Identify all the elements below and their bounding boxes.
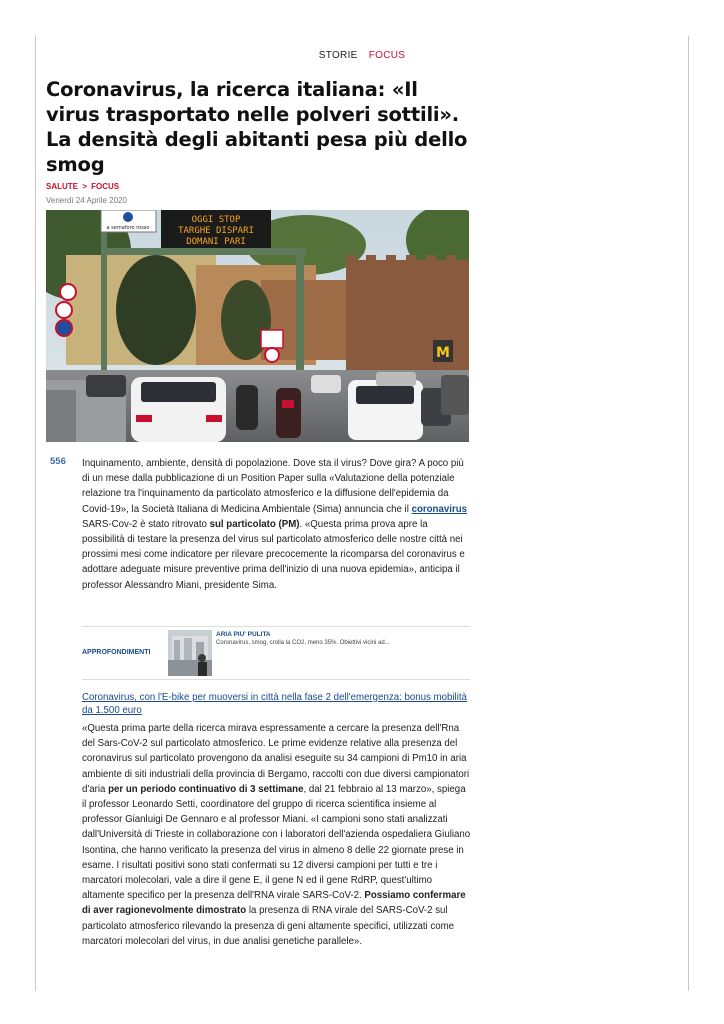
coronavirus-link[interactable]: coronavirus <box>411 503 468 515</box>
approfondimenti-text[interactable]: Coronavirus, smog, crolla la CO2, meno 35%. Obiettivi vicini ad... <box>216 640 390 646</box>
article-date: Venerdì 24 Aprile 2020 <box>46 196 127 205</box>
nav-storie-link[interactable]: STORIE <box>318 50 358 61</box>
approfondimenti-title[interactable]: ARIA PIU' PULITA <box>216 631 271 638</box>
left-border-line <box>35 36 36 991</box>
related-article-link[interactable]: Coronavirus, con l'E-bike per muoversi in città nella fase 2 dell'emergenza: bonus mobilità da 1.500 euro <box>82 692 467 716</box>
article-title: Coronavirus, la ricerca italiana: «Il virus trasportato nelle polveri sottili». La densità degli abitanti pesa più dello smog <box>46 78 468 176</box>
svg-text:M: M <box>436 345 450 361</box>
breadcrumb-section[interactable]: SALUTE <box>46 182 78 191</box>
sign-line-2: TARGHE DISPARI <box>178 226 254 236</box>
article-photo <box>46 210 469 442</box>
approfondimenti-thumbnail[interactable] <box>168 630 212 676</box>
breadcrumb-separator: > <box>82 182 87 191</box>
paragraph-2: «Questa prima parte della ricerca mirava espressamente a cercare la presenza dell'Rna del Sars-CoV-2 sul particolato atmosferico. Le prime evidenze relative alla presenza del coronavirus sul particolato provengono da analisi eseguite su 34 campioni di Pm10 in aria ambiente di siti industriali della provincia di Bergamo, raccolti con due diversi campionatori d'aria per un periodo continuativo di 3 settimane, dal 21 febbraio al 13 marzo», spiega il professor Leonardo Setti, coordinatore del gruppo di ricerca scientifica insieme al professor Gianluigi De Gennaro e al professor Miani. «I campioni sono stati analizzati dall'Università di Trieste in collaborazione con i laboratori dell'azienda ospedaliera Giuliano Isontina, che hanno verificato la presenza del virus in almeno 8 delle 22 giornate prese in esame. I risultati positivi sono stati confermati su 12 diversi campioni per tutti e tre i marcatori molecolari, vale a dire il gene E, il gene N ed il gene RdRP, quest'ultimo altamente specifico per la presenza dell'RNA virale SARS-CoV-2. Possiamo confermare di aver ragionevolmente dimostrato la presenza di RNA virale del SARS-CoV-2 sul particolato atmosferico rilevando la presenza di geni altamente specifici, utilizzati come marcatori molecolari del virus, in due analisi genetiche parallele». <box>82 723 471 947</box>
small-road-sign: a semaforo rosso <box>106 225 150 231</box>
paragraph-1: Inquinamento, ambiente, densità di popolazione. Dove sta il virus? Dove gira? A poco più di un mese dalla pubblicazione di un Position Paper sulla «Valutazione della potenziale relazione tra l'inquinamento da particolato atmosferico e la diffusione dell'epidemia da Covid-19», la Società Italiana di Medicina Ambientale (Sima) annuncia che il coronavirus SARS-Cov-2 è stato ritrovato sul particolato (PM). «Questa prima prova apre la possibilità di testare la presenza del virus sul particolato atmosferico delle nostre città nei prossimi mesi come indicatore per rilevare precocemente la ricomparsa del coronavirus e adottare adeguate misure preventive prima dell'inizio di una nuova epidemia», anticipa il professor Alessandro Miani, presidente Sima. <box>82 458 468 591</box>
right-border-line <box>688 36 689 991</box>
breadcrumb <box>46 182 119 191</box>
nav-focus-link[interactable]: FOCUS <box>368 50 406 61</box>
comment-count[interactable]: 556 <box>50 456 66 467</box>
sign-line-1: OGGI STOP <box>191 215 241 225</box>
sign-line-3: DOMANI PARI <box>186 237 246 247</box>
approfondimenti-label: APPROFONDIMENTI <box>82 649 151 656</box>
breadcrumb-subsection[interactable]: FOCUS <box>91 182 120 191</box>
approfondimenti-box[interactable] <box>82 626 470 680</box>
top-nav <box>0 50 724 61</box>
